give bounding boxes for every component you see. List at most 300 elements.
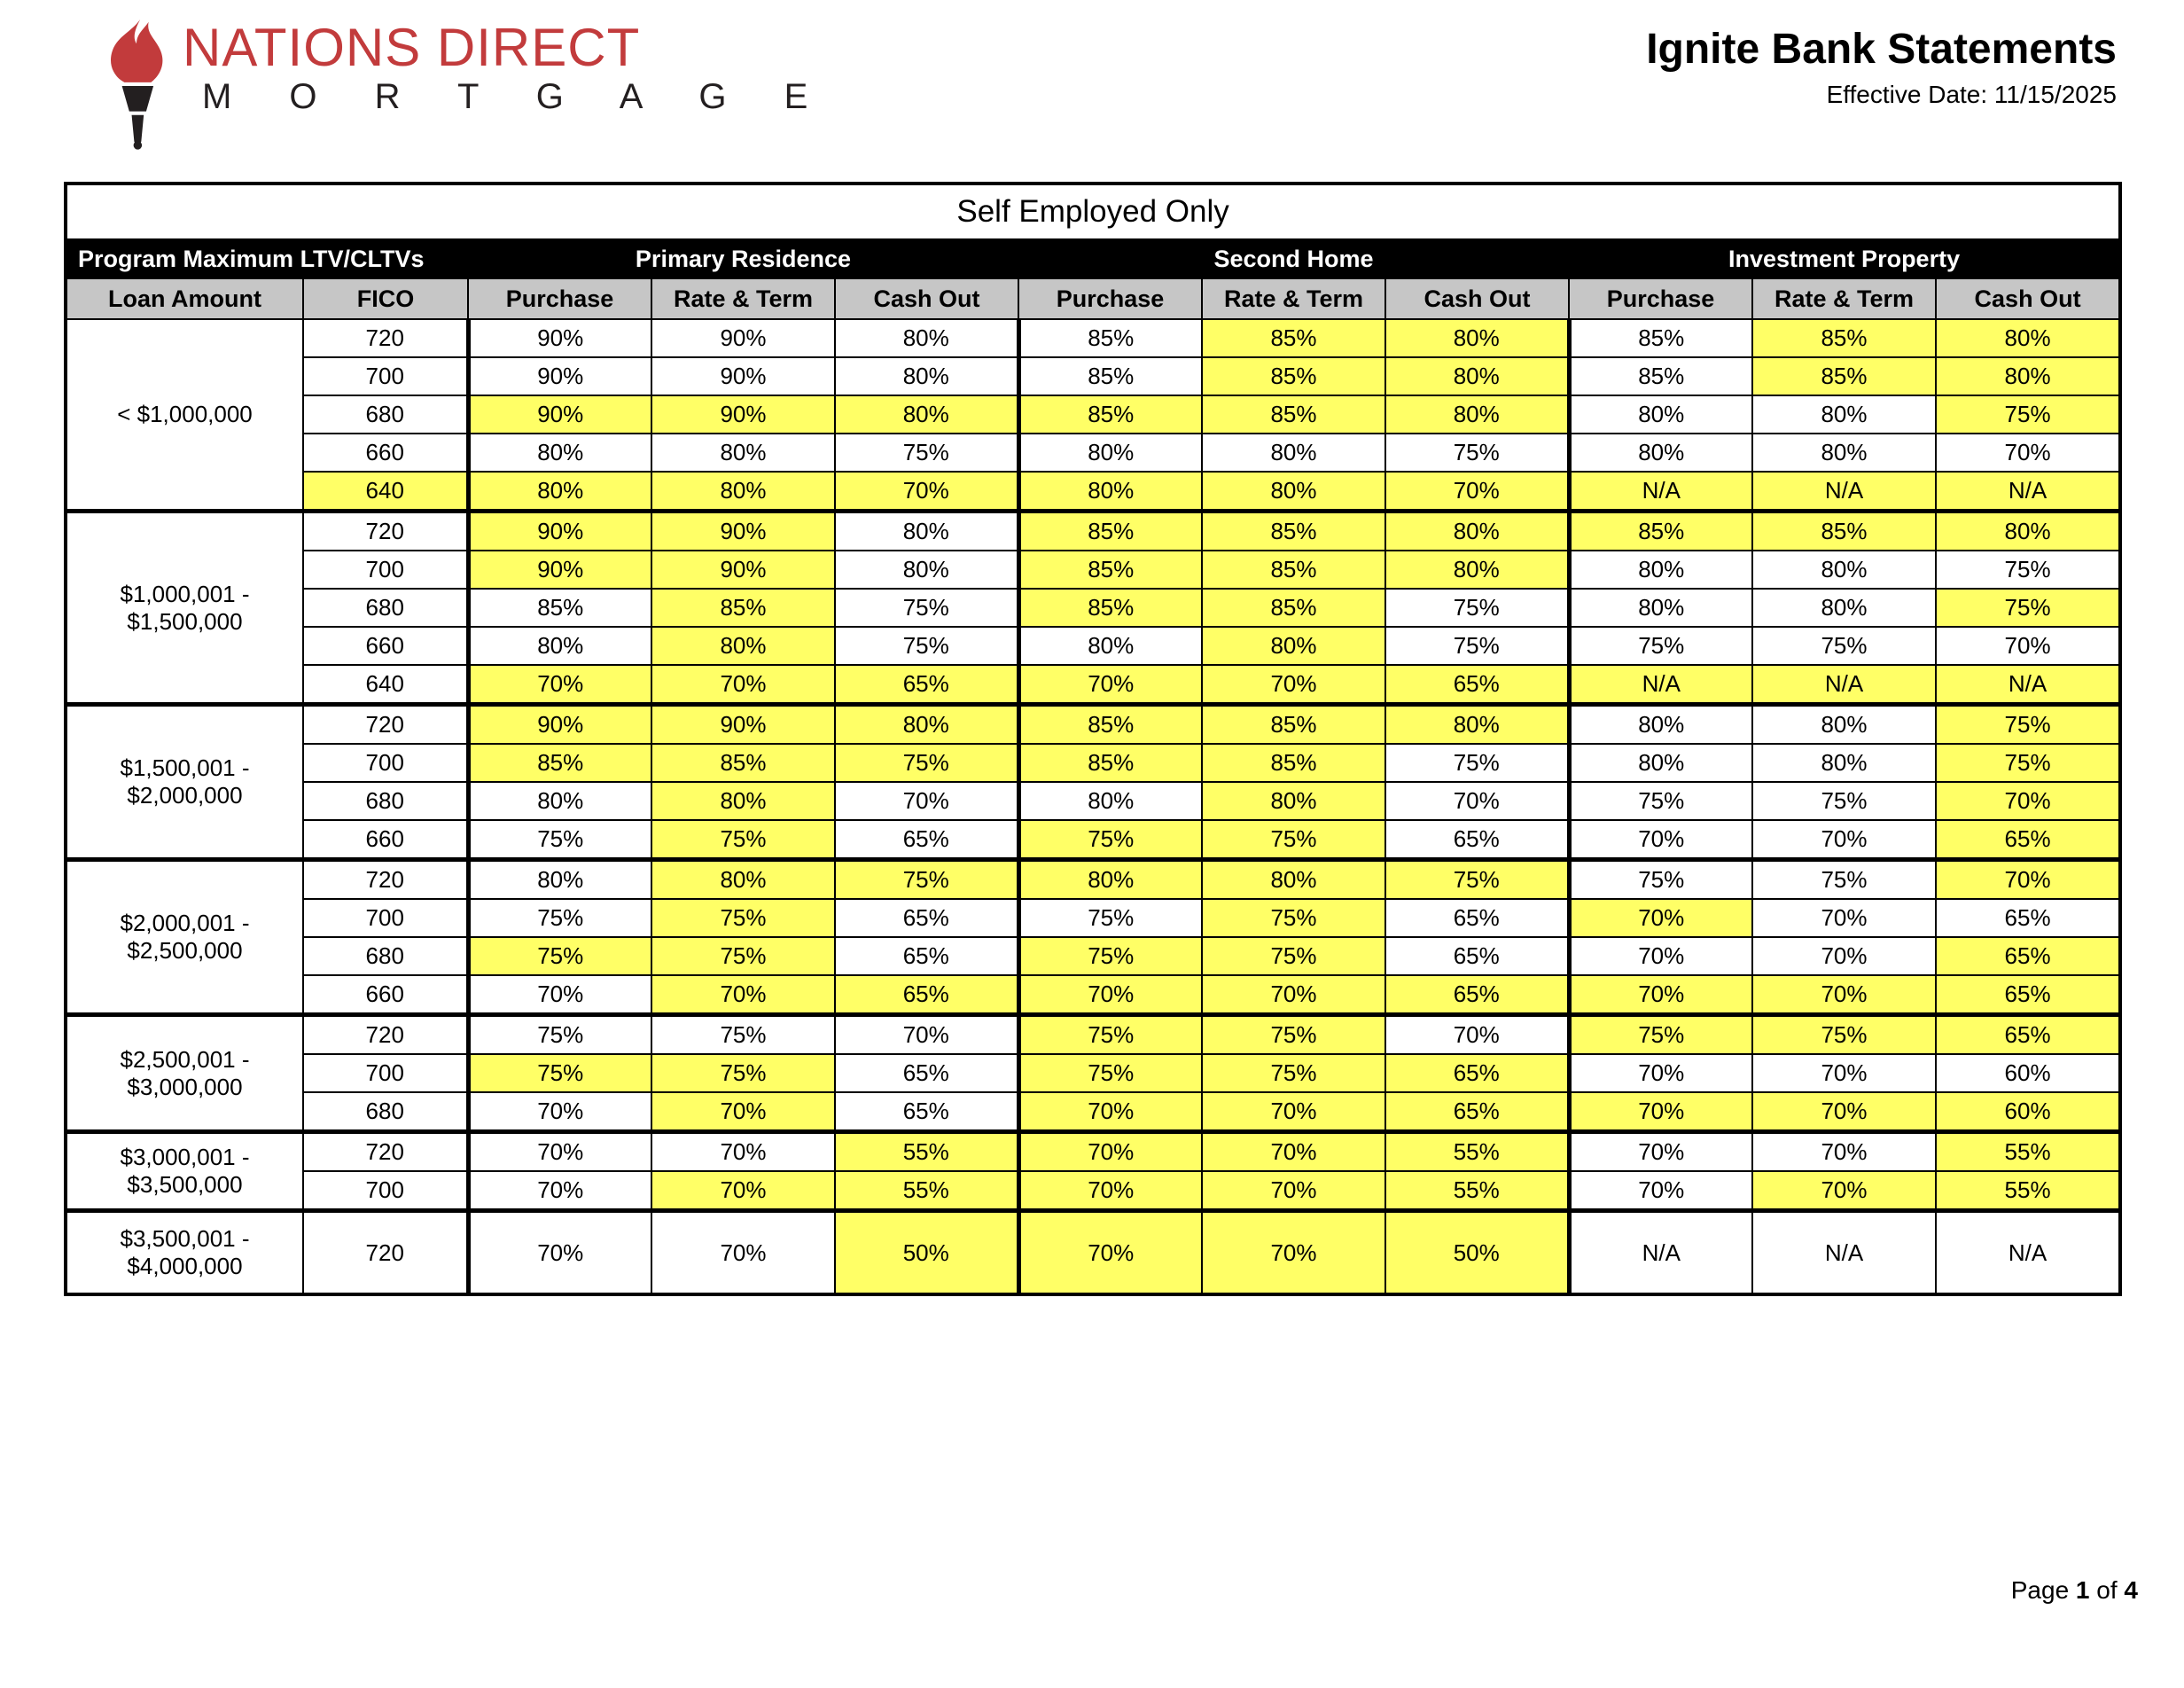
- ltv-value-cell: 70%: [835, 782, 1018, 820]
- ltv-value-cell: 80%: [1202, 860, 1385, 900]
- logo-name: NATIONS DIRECT: [183, 18, 641, 77]
- ltv-value-cell: 85%: [1752, 512, 1936, 551]
- col-header-purchase: Purchase: [468, 278, 651, 319]
- col-header-cash-out: Cash Out: [835, 278, 1018, 319]
- fico-cell: 680: [303, 782, 468, 820]
- ltv-value-cell: 75%: [651, 820, 835, 860]
- ltv-value-cell: 80%: [1569, 551, 1752, 589]
- ltv-value-cell: 75%: [1385, 627, 1569, 665]
- ltv-value-cell: 70%: [1752, 1132, 1936, 1172]
- table-row: [66, 1171, 2120, 1211]
- ltv-value-cell: 70%: [835, 1015, 1018, 1055]
- ltv-value-cell: 85%: [1202, 319, 1385, 357]
- ltv-value-cell: 75%: [1752, 860, 1936, 900]
- table-title: Self Employed Only: [66, 184, 2120, 239]
- ltv-value-cell: 75%: [1569, 627, 1752, 665]
- page-number-total: 4: [2124, 1576, 2138, 1604]
- ltv-value-cell: 75%: [1385, 589, 1569, 627]
- company-logo: [99, 20, 831, 152]
- ltv-value-cell: 75%: [1202, 937, 1385, 975]
- ltv-value-cell: 75%: [1202, 1015, 1385, 1055]
- table-row: [66, 937, 2120, 975]
- table-row: [66, 705, 2120, 745]
- ltv-value-cell: 85%: [1202, 589, 1385, 627]
- ltv-value-cell: 65%: [1936, 937, 2120, 975]
- ltv-value-cell: 70%: [1018, 1211, 1202, 1295]
- fico-cell: 640: [303, 665, 468, 705]
- table-row: [66, 1132, 2120, 1172]
- ltv-value-cell: 70%: [1936, 782, 2120, 820]
- page-number-text: of: [2089, 1576, 2125, 1604]
- ltv-value-cell: 65%: [835, 1092, 1018, 1132]
- ltv-value-cell: 85%: [1202, 395, 1385, 434]
- ltv-value-cell: 70%: [1752, 820, 1936, 860]
- ltv-value-cell: 90%: [468, 551, 651, 589]
- ltv-value-cell: 75%: [1202, 899, 1385, 937]
- fico-cell: 700: [303, 899, 468, 937]
- col-header-cash-out: Cash Out: [1385, 278, 1569, 319]
- ltv-value-cell: 80%: [1202, 782, 1385, 820]
- table-row: [66, 665, 2120, 705]
- table-row: [66, 899, 2120, 937]
- ltv-value-cell: 55%: [835, 1171, 1018, 1211]
- ltv-value-cell: 85%: [1202, 705, 1385, 745]
- ltv-value-cell: 90%: [651, 551, 835, 589]
- ltv-value-cell: 80%: [1752, 434, 1936, 472]
- ltv-value-cell: 80%: [468, 434, 651, 472]
- loan-amount-cell: $2,500,001 - $3,000,000: [66, 1015, 303, 1132]
- ltv-value-cell: N/A: [1936, 472, 2120, 512]
- table-row: [66, 627, 2120, 665]
- group-header-primary-residence: Primary Residence: [468, 239, 1018, 278]
- rate-table: [64, 182, 2122, 1296]
- ltv-value-cell: 70%: [651, 1171, 835, 1211]
- ltv-value-cell: 75%: [835, 627, 1018, 665]
- ltv-value-cell: 75%: [1936, 395, 2120, 434]
- ltv-value-cell: 70%: [1385, 472, 1569, 512]
- ltv-value-cell: 80%: [468, 627, 651, 665]
- ltv-value-cell: 75%: [1569, 782, 1752, 820]
- ltv-value-cell: 75%: [651, 899, 835, 937]
- ltv-value-cell: 85%: [1018, 744, 1202, 782]
- column-header-row: [66, 278, 2120, 319]
- ltv-value-cell: N/A: [1752, 1211, 1936, 1295]
- table-title-row: [66, 184, 2120, 239]
- ltv-value-cell: 90%: [468, 319, 651, 357]
- col-header-purchase: Purchase: [1569, 278, 1752, 319]
- ltv-value-cell: 65%: [1385, 1054, 1569, 1092]
- ltv-value-cell: 75%: [1569, 1015, 1752, 1055]
- ltv-value-cell: N/A: [1752, 472, 1936, 512]
- ltv-value-cell: 80%: [835, 319, 1018, 357]
- table-row: [66, 820, 2120, 860]
- logo-subname: M O R T G A G E: [202, 77, 832, 116]
- fico-cell: 700: [303, 1171, 468, 1211]
- ltv-value-cell: 65%: [1385, 975, 1569, 1015]
- ltv-value-cell: 55%: [1385, 1132, 1569, 1172]
- document-header: [1646, 27, 2117, 109]
- ltv-value-cell: 70%: [468, 1092, 651, 1132]
- fico-cell: 660: [303, 975, 468, 1015]
- ltv-value-cell: 75%: [1202, 1054, 1385, 1092]
- group-header-investment-property: Investment Property: [1569, 239, 2120, 278]
- ltv-value-cell: 70%: [1752, 1171, 1936, 1211]
- ltv-value-cell: 80%: [1385, 395, 1569, 434]
- ltv-value-cell: 65%: [835, 975, 1018, 1015]
- ltv-value-cell: 70%: [1936, 860, 2120, 900]
- loan-amount-cell: < $1,000,000: [66, 319, 303, 512]
- ltv-value-cell: 80%: [468, 860, 651, 900]
- ltv-value-cell: 90%: [468, 705, 651, 745]
- table-row: [66, 1092, 2120, 1132]
- loan-amount-cell: $1,500,001 - $2,000,000: [66, 705, 303, 860]
- col-header-loan-amount: Loan Amount: [66, 278, 303, 319]
- ltv-value-cell: 75%: [1936, 705, 2120, 745]
- ltv-value-cell: 90%: [468, 512, 651, 551]
- ltv-value-cell: 85%: [1018, 319, 1202, 357]
- ltv-value-cell: 85%: [1018, 589, 1202, 627]
- ltv-value-cell: 70%: [1936, 434, 2120, 472]
- ltv-value-cell: 80%: [1936, 512, 2120, 551]
- table-row: [66, 589, 2120, 627]
- ltv-value-cell: 80%: [1018, 782, 1202, 820]
- fico-cell: 680: [303, 395, 468, 434]
- ltv-value-cell: 80%: [1385, 705, 1569, 745]
- col-header-cash-out: Cash Out: [1936, 278, 2120, 319]
- ltv-value-cell: 90%: [651, 705, 835, 745]
- col-header-purchase: Purchase: [1018, 278, 1202, 319]
- ltv-value-cell: N/A: [1569, 472, 1752, 512]
- ltv-value-cell: 65%: [1936, 899, 2120, 937]
- ltv-value-cell: 65%: [835, 899, 1018, 937]
- fico-cell: 680: [303, 589, 468, 627]
- fico-cell: 720: [303, 512, 468, 551]
- ltv-value-cell: 80%: [651, 782, 835, 820]
- fico-cell: 660: [303, 627, 468, 665]
- ltv-value-cell: 70%: [1569, 1054, 1752, 1092]
- ltv-value-cell: 65%: [1385, 1092, 1569, 1132]
- ltv-value-cell: 80%: [651, 434, 835, 472]
- torch-icon: [99, 20, 174, 152]
- ltv-matrix: [64, 182, 2122, 1296]
- ltv-value-cell: 70%: [468, 1171, 651, 1211]
- ltv-value-cell: 85%: [1752, 319, 1936, 357]
- loan-amount-cell: $3,000,001 - $3,500,000: [66, 1132, 303, 1211]
- ltv-value-cell: 75%: [1018, 1054, 1202, 1092]
- ltv-value-cell: 70%: [1202, 1211, 1385, 1295]
- ltv-value-cell: 85%: [1018, 512, 1202, 551]
- ltv-value-cell: 90%: [651, 395, 835, 434]
- ltv-value-cell: 85%: [1569, 512, 1752, 551]
- ltv-value-cell: 50%: [1385, 1211, 1569, 1295]
- ltv-value-cell: 75%: [835, 589, 1018, 627]
- ltv-value-cell: 75%: [651, 937, 835, 975]
- ltv-value-cell: 75%: [1202, 820, 1385, 860]
- col-header-rate-term: Rate & Term: [1752, 278, 1936, 319]
- ltv-value-cell: 70%: [1202, 665, 1385, 705]
- ltv-value-cell: 65%: [1385, 820, 1569, 860]
- ltv-value-cell: 90%: [468, 357, 651, 395]
- ltv-value-cell: 80%: [1385, 357, 1569, 395]
- ltv-value-cell: N/A: [1569, 1211, 1752, 1295]
- ltv-value-cell: 90%: [468, 395, 651, 434]
- ltv-value-cell: 80%: [1202, 472, 1385, 512]
- ltv-value-cell: 75%: [1752, 627, 1936, 665]
- ltv-value-cell: 65%: [835, 820, 1018, 860]
- ltv-value-cell: 70%: [1018, 665, 1202, 705]
- ltv-value-cell: 75%: [468, 899, 651, 937]
- ltv-value-cell: 70%: [1752, 1054, 1936, 1092]
- table-row: [66, 512, 2120, 551]
- ltv-value-cell: 75%: [468, 820, 651, 860]
- ltv-value-cell: 75%: [468, 1015, 651, 1055]
- ltv-value-cell: 65%: [1385, 899, 1569, 937]
- ltv-value-cell: 80%: [1018, 627, 1202, 665]
- ltv-value-cell: 80%: [1569, 395, 1752, 434]
- ltv-value-cell: 70%: [1752, 899, 1936, 937]
- ltv-value-cell: 75%: [1385, 744, 1569, 782]
- ltv-value-cell: 85%: [1569, 357, 1752, 395]
- ltv-value-cell: 80%: [835, 357, 1018, 395]
- page-number-text: Page: [2010, 1576, 2076, 1604]
- col-header-rate-term: Rate & Term: [1202, 278, 1385, 319]
- table-row: [66, 472, 2120, 512]
- ltv-value-cell: 80%: [1569, 434, 1752, 472]
- ltv-value-cell: 85%: [468, 589, 651, 627]
- ltv-value-cell: 70%: [1202, 1092, 1385, 1132]
- ltv-value-cell: 55%: [1385, 1171, 1569, 1211]
- ltv-value-cell: 75%: [835, 434, 1018, 472]
- ltv-value-cell: 75%: [835, 860, 1018, 900]
- ltv-value-cell: 70%: [1202, 1171, 1385, 1211]
- effective-date: Effective Date: 11/15/2025: [1826, 80, 2117, 108]
- ltv-value-cell: 70%: [1752, 1092, 1936, 1132]
- ltv-value-cell: 80%: [651, 627, 835, 665]
- rate-table-body: [66, 319, 2120, 1294]
- ltv-value-cell: 80%: [468, 782, 651, 820]
- ltv-value-cell: 80%: [1569, 744, 1752, 782]
- ltv-value-cell: 80%: [1202, 434, 1385, 472]
- fico-cell: 700: [303, 744, 468, 782]
- ltv-value-cell: 80%: [1752, 395, 1936, 434]
- ltv-value-cell: 75%: [1018, 1015, 1202, 1055]
- ltv-value-cell: 80%: [1385, 319, 1569, 357]
- ltv-value-cell: 70%: [1569, 975, 1752, 1015]
- ltv-value-cell: 80%: [1018, 434, 1202, 472]
- table-row: [66, 551, 2120, 589]
- ltv-value-cell: 70%: [1569, 1171, 1752, 1211]
- ltv-value-cell: 75%: [651, 1015, 835, 1055]
- group-header-row: [66, 239, 2120, 278]
- ltv-value-cell: 60%: [1936, 1092, 2120, 1132]
- ltv-value-cell: 75%: [468, 937, 651, 975]
- ltv-value-cell: 75%: [835, 744, 1018, 782]
- ltv-value-cell: 55%: [835, 1132, 1018, 1172]
- ltv-value-cell: N/A: [1936, 665, 2120, 705]
- loan-amount-cell: $1,000,001 - $1,500,000: [66, 512, 303, 705]
- ltv-value-cell: 80%: [1385, 551, 1569, 589]
- ltv-value-cell: 65%: [835, 665, 1018, 705]
- ltv-value-cell: 85%: [1752, 357, 1936, 395]
- ltv-value-cell: 75%: [651, 1054, 835, 1092]
- page-number: [2011, 1576, 2138, 1605]
- fico-cell: 660: [303, 820, 468, 860]
- ltv-value-cell: 80%: [468, 472, 651, 512]
- ltv-value-cell: N/A: [1752, 665, 1936, 705]
- fico-cell: 660: [303, 434, 468, 472]
- ltv-value-cell: 80%: [1018, 472, 1202, 512]
- ltv-value-cell: 70%: [1569, 937, 1752, 975]
- ltv-value-cell: 70%: [468, 665, 651, 705]
- ltv-value-cell: 75%: [1569, 860, 1752, 900]
- table-row: [66, 1015, 2120, 1055]
- ltv-value-cell: 65%: [835, 937, 1018, 975]
- ltv-value-cell: 70%: [651, 1092, 835, 1132]
- ltv-value-cell: 70%: [1018, 1171, 1202, 1211]
- ltv-value-cell: 70%: [1018, 1132, 1202, 1172]
- ltv-value-cell: 80%: [835, 705, 1018, 745]
- table-row: [66, 357, 2120, 395]
- ltv-value-cell: 70%: [835, 472, 1018, 512]
- table-row: [66, 434, 2120, 472]
- table-row: [66, 319, 2120, 357]
- ltv-value-cell: 80%: [651, 860, 835, 900]
- ltv-value-cell: 70%: [468, 1132, 651, 1172]
- loan-amount-cell: $2,000,001 - $2,500,000: [66, 860, 303, 1015]
- ltv-value-cell: 90%: [651, 319, 835, 357]
- ltv-value-cell: 85%: [1569, 319, 1752, 357]
- fico-cell: 700: [303, 551, 468, 589]
- ltv-value-cell: 70%: [651, 975, 835, 1015]
- ltv-value-cell: 85%: [1202, 512, 1385, 551]
- ltv-value-cell: 75%: [1018, 899, 1202, 937]
- ltv-value-cell: 80%: [1202, 627, 1385, 665]
- ltv-value-cell: 75%: [1936, 589, 2120, 627]
- ltv-value-cell: 80%: [1752, 744, 1936, 782]
- ltv-value-cell: 75%: [1018, 820, 1202, 860]
- group-header-program: Program Maximum LTV/CLTVs: [66, 239, 468, 278]
- table-row: [66, 1054, 2120, 1092]
- ltv-value-cell: 85%: [1018, 705, 1202, 745]
- ltv-value-cell: N/A: [1936, 1211, 2120, 1295]
- ltv-value-cell: 75%: [1936, 744, 2120, 782]
- ltv-value-cell: 80%: [1018, 860, 1202, 900]
- ltv-value-cell: 80%: [1752, 551, 1936, 589]
- ltv-value-cell: 90%: [651, 512, 835, 551]
- table-row: [66, 1211, 2120, 1295]
- ltv-value-cell: 55%: [1936, 1171, 2120, 1211]
- table-row: [66, 975, 2120, 1015]
- ltv-value-cell: 70%: [1202, 975, 1385, 1015]
- table-row: [66, 395, 2120, 434]
- ltv-value-cell: 85%: [1202, 357, 1385, 395]
- fico-cell: 720: [303, 319, 468, 357]
- fico-cell: 700: [303, 357, 468, 395]
- ltv-value-cell: 85%: [1018, 395, 1202, 434]
- ltv-value-cell: 70%: [1385, 1015, 1569, 1055]
- ltv-value-cell: 75%: [1385, 860, 1569, 900]
- ltv-value-cell: 75%: [1018, 937, 1202, 975]
- table-row: [66, 860, 2120, 900]
- ltv-value-cell: 85%: [1202, 744, 1385, 782]
- ltv-value-cell: 65%: [1385, 937, 1569, 975]
- ltv-value-cell: 75%: [1752, 1015, 1936, 1055]
- page-title: Ignite Bank Statements: [1646, 26, 2117, 73]
- fico-cell: 720: [303, 705, 468, 745]
- ltv-value-cell: 80%: [1936, 319, 2120, 357]
- table-row: [66, 782, 2120, 820]
- fico-cell: 680: [303, 937, 468, 975]
- ltv-value-cell: 80%: [651, 472, 835, 512]
- ltv-value-cell: 85%: [1202, 551, 1385, 589]
- ltv-value-cell: 55%: [1936, 1132, 2120, 1172]
- ltv-value-cell: 60%: [1936, 1054, 2120, 1092]
- ltv-value-cell: 70%: [1569, 820, 1752, 860]
- ltv-value-cell: 85%: [651, 744, 835, 782]
- ltv-value-cell: 85%: [651, 589, 835, 627]
- ltv-value-cell: 80%: [835, 551, 1018, 589]
- ltv-value-cell: 70%: [468, 975, 651, 1015]
- ltv-value-cell: 70%: [1202, 1132, 1385, 1172]
- ltv-value-cell: 75%: [1936, 551, 2120, 589]
- ltv-value-cell: 80%: [1752, 705, 1936, 745]
- table-row: [66, 744, 2120, 782]
- fico-cell: 720: [303, 860, 468, 900]
- ltv-value-cell: 80%: [1569, 705, 1752, 745]
- ltv-value-cell: 50%: [835, 1211, 1018, 1295]
- ltv-value-cell: 80%: [835, 395, 1018, 434]
- ltv-value-cell: 70%: [1752, 975, 1936, 1015]
- ltv-value-cell: 80%: [1385, 512, 1569, 551]
- ltv-value-cell: 70%: [1569, 1132, 1752, 1172]
- ltv-value-cell: 65%: [1385, 665, 1569, 705]
- fico-cell: 720: [303, 1015, 468, 1055]
- ltv-value-cell: 70%: [1385, 782, 1569, 820]
- ltv-value-cell: 70%: [651, 1211, 835, 1295]
- fico-cell: 640: [303, 472, 468, 512]
- ltv-value-cell: 70%: [1569, 1092, 1752, 1132]
- ltv-value-cell: 75%: [1752, 782, 1936, 820]
- ltv-value-cell: 65%: [1936, 820, 2120, 860]
- ltv-value-cell: 70%: [1569, 899, 1752, 937]
- ltv-value-cell: 80%: [1936, 357, 2120, 395]
- ltv-value-cell: 90%: [651, 357, 835, 395]
- ltv-value-cell: 70%: [1752, 937, 1936, 975]
- ltv-value-cell: 70%: [1018, 1092, 1202, 1132]
- ltv-value-cell: 70%: [1018, 975, 1202, 1015]
- fico-cell: 680: [303, 1092, 468, 1132]
- ltv-value-cell: 70%: [468, 1211, 651, 1295]
- ltv-value-cell: 70%: [651, 1132, 835, 1172]
- ltv-value-cell: 85%: [1018, 551, 1202, 589]
- ltv-value-cell: 70%: [651, 665, 835, 705]
- fico-cell: 700: [303, 1054, 468, 1092]
- ltv-value-cell: 75%: [468, 1054, 651, 1092]
- fico-cell: 720: [303, 1132, 468, 1172]
- ltv-value-cell: 80%: [1569, 589, 1752, 627]
- page-number-current: 1: [2075, 1576, 2090, 1604]
- ltv-value-cell: 70%: [1936, 627, 2120, 665]
- ltv-value-cell: 80%: [1752, 589, 1936, 627]
- ltv-value-cell: 65%: [1936, 975, 2120, 1015]
- group-header-second-home: Second Home: [1018, 239, 1569, 278]
- ltv-value-cell: 65%: [835, 1054, 1018, 1092]
- ltv-value-cell: 75%: [1385, 434, 1569, 472]
- ltv-value-cell: 65%: [1936, 1015, 2120, 1055]
- ltv-value-cell: 85%: [468, 744, 651, 782]
- col-header-fico: FICO: [303, 278, 468, 319]
- ltv-value-cell: N/A: [1569, 665, 1752, 705]
